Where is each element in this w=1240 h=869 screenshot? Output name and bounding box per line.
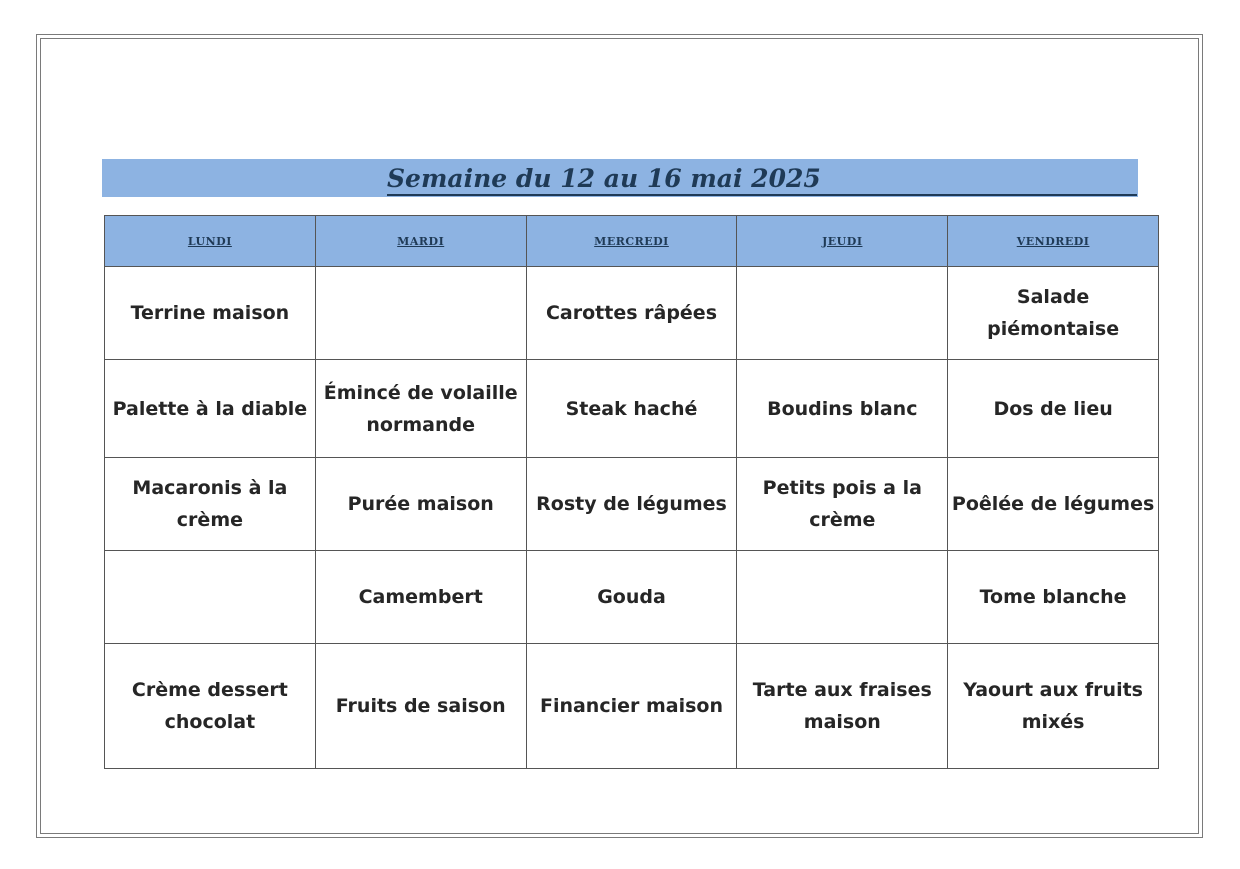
menu-cell: Gouda <box>526 551 737 644</box>
day-header-jeudi: JEUDI <box>737 216 948 267</box>
menu-cell: Crème dessert chocolat <box>105 644 316 769</box>
menu-cell: Fruits de saison <box>315 644 526 769</box>
menu-row-fromage <box>105 551 1159 644</box>
menu-cell: Tome blanche <box>948 551 1159 644</box>
day-header-lundi: LUNDI <box>105 216 316 267</box>
menu-cell <box>105 551 316 644</box>
menu-row-plat <box>105 360 1159 458</box>
menu-cell: Steak haché <box>526 360 737 458</box>
menu-cell: Poêlée de légumes <box>948 458 1159 551</box>
menu-cell: Tarte aux fraises maison <box>737 644 948 769</box>
menu-cell: Salade piémontaise <box>948 267 1159 360</box>
day-header-vendredi: VENDREDI <box>948 216 1159 267</box>
weekly-menu-table <box>104 215 1159 769</box>
day-header-mercredi: MERCREDI <box>526 216 737 267</box>
page-title: Semaine du 12 au 16 mai 2025 <box>387 160 1137 196</box>
menu-cell: Terrine maison <box>105 267 316 360</box>
menu-cell: Émincé de volaille normande <box>315 360 526 458</box>
menu-row-accompagnement <box>105 458 1159 551</box>
menu-cell: Rosty de légumes <box>526 458 737 551</box>
menu-cell: Palette à la diable <box>105 360 316 458</box>
menu-cell: Carottes râpées <box>526 267 737 360</box>
menu-cell: Boudins blanc <box>737 360 948 458</box>
menu-cell: Macaronis à la crème <box>105 458 316 551</box>
menu-cell <box>315 267 526 360</box>
menu-cell: Yaourt aux fruits mixés <box>948 644 1159 769</box>
menu-cell: Financier maison <box>526 644 737 769</box>
menu-cell: Dos de lieu <box>948 360 1159 458</box>
menu-cell <box>737 267 948 360</box>
menu-row-dessert <box>105 644 1159 769</box>
menu-cell: Purée maison <box>315 458 526 551</box>
days-header-row <box>105 216 1159 267</box>
menu-row-entree <box>105 267 1159 360</box>
menu-cell: Camembert <box>315 551 526 644</box>
day-header-mardi: MARDI <box>315 216 526 267</box>
menu-cell: Petits pois a la crème <box>737 458 948 551</box>
menu-cell <box>737 551 948 644</box>
